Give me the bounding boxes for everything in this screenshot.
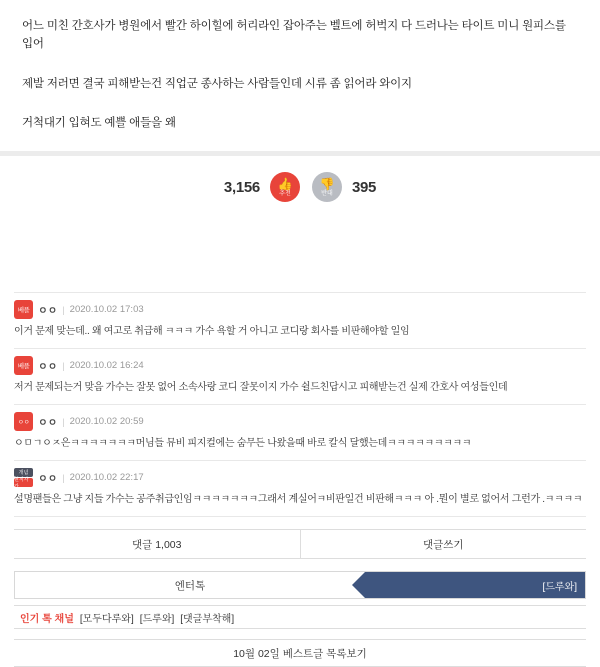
downvote-label: 반대 bbox=[321, 190, 333, 197]
comment-item bbox=[14, 292, 586, 349]
entertalk-label[interactable]: 엔터톡 bbox=[174, 579, 206, 592]
post-content bbox=[0, 0, 600, 143]
channel-item[interactable]: [모두다루와] bbox=[79, 613, 134, 625]
write-comment-button[interactable]: 댓글쓰기 bbox=[300, 530, 587, 558]
comment-item bbox=[14, 461, 586, 517]
user-badge: ㅇㅇ bbox=[14, 412, 33, 431]
channel-item[interactable]: [댓글부착해] bbox=[180, 613, 235, 625]
badge-group bbox=[14, 468, 33, 490]
comment-list bbox=[0, 292, 600, 517]
verified-badge: 현직자간 bbox=[14, 478, 33, 487]
post-line: 제발 저러면 결국 피해받는건 직업군 종사하는 사람들인데 시류 좀 읽어라 와이지 bbox=[22, 77, 412, 90]
comment-item bbox=[14, 349, 586, 405]
spacer bbox=[0, 559, 600, 571]
upvote-label: 추천 bbox=[279, 190, 291, 197]
ad-space bbox=[0, 218, 600, 292]
post-line: 거척대기 입혀도 예쁠 애들을 왜 bbox=[22, 117, 176, 130]
comment-text: 저거 문제되는거 맞음 가수는 잘못 없어 소속사랑 코디 잘못이지 가수 쉴드친답시고 피해받는건 실제 간호사 여성들인데 bbox=[14, 382, 508, 394]
entertalk-bar[interactable] bbox=[14, 571, 586, 599]
channel-item[interactable]: [드루와] bbox=[139, 613, 175, 625]
best-comment-badge: 베플 bbox=[14, 300, 33, 319]
druwa-banner[interactable] bbox=[365, 572, 585, 598]
comment-count-button[interactable]: 댓글 1,003 bbox=[132, 538, 182, 551]
separator: | bbox=[62, 416, 65, 427]
comment-text: 설명팬들은 그냥 지들 가수는 공주취급인임ㅋㅋㅋㅋㅋㅋㅋ그래서 계실어ㅋ비판일건 비판해ㅋㅋㅋ 아 .뭔이 별로 없어서 그런가 .ㅋㅋㅋㅋ bbox=[14, 494, 583, 506]
concept-badge: 개념 bbox=[14, 468, 33, 477]
popular-channel-row bbox=[14, 605, 586, 629]
comment-date: 2020.10.02 20:59 bbox=[69, 416, 144, 428]
best-list-link[interactable]: 10월 02일 베스트글 목록보기 bbox=[14, 639, 586, 667]
popular-channel-label: 인기 톡 채널 bbox=[20, 613, 74, 625]
comment-header bbox=[14, 300, 586, 319]
best-comment-badge: 베플 bbox=[14, 356, 33, 375]
druwa-label: [드루와] bbox=[542, 581, 577, 593]
comment-nickname[interactable]: ㅇㅇ bbox=[38, 306, 58, 318]
separator: | bbox=[62, 304, 65, 315]
vote-bar bbox=[0, 156, 600, 218]
spacer bbox=[0, 517, 600, 529]
comment-nickname[interactable]: ㅇㅇ bbox=[38, 418, 58, 430]
comment-date: 2020.10.02 22:17 bbox=[69, 472, 144, 484]
comment-date: 2020.10.02 17:03 bbox=[69, 304, 144, 316]
comment-nickname[interactable]: ㅇㅇ bbox=[38, 362, 58, 374]
downvote-count: 395 bbox=[351, 178, 377, 196]
upvote-count: 3,156 bbox=[223, 178, 260, 196]
comment-text: 이거 문제 맞는데.. 왜 여고로 취급해 ㅋㅋㅋ 가수 욕할 거 아니고 코디랑 회사를 비판해야할 일임 bbox=[14, 326, 410, 338]
downvote-button[interactable] bbox=[312, 172, 342, 202]
comment-header bbox=[14, 468, 586, 490]
comment-text: ㅇㅁㄱㅇㅈ은ㅋㅋㅋㅋㅋㅋㅋ머님들 뮤비 피지컬에는 숨무든 나왔을때 바로 칼식 달했는데ㅋㅋㅋㅋㅋㅋㅋㅋㅋ bbox=[14, 438, 472, 450]
separator: | bbox=[62, 360, 65, 371]
upvote-button[interactable] bbox=[270, 172, 300, 202]
post-line: 어느 미친 간호사가 병원에서 빨간 하이힐에 허리라인 잡아주는 벨트에 허벅지 다 드러나는 타이트 미니 원피스를 입어 bbox=[22, 20, 566, 50]
thumbs-down-icon: 👎 bbox=[319, 176, 335, 191]
separator: | bbox=[62, 472, 65, 483]
comment-header bbox=[14, 356, 586, 375]
thumbs-up-icon: 👍 bbox=[277, 176, 293, 191]
comment-item bbox=[14, 405, 586, 461]
comment-date: 2020.10.02 16:24 bbox=[69, 360, 144, 372]
comment-header bbox=[14, 412, 586, 431]
comment-action-bar bbox=[14, 529, 586, 559]
comment-nickname[interactable]: ㅇㅇ bbox=[38, 474, 58, 486]
